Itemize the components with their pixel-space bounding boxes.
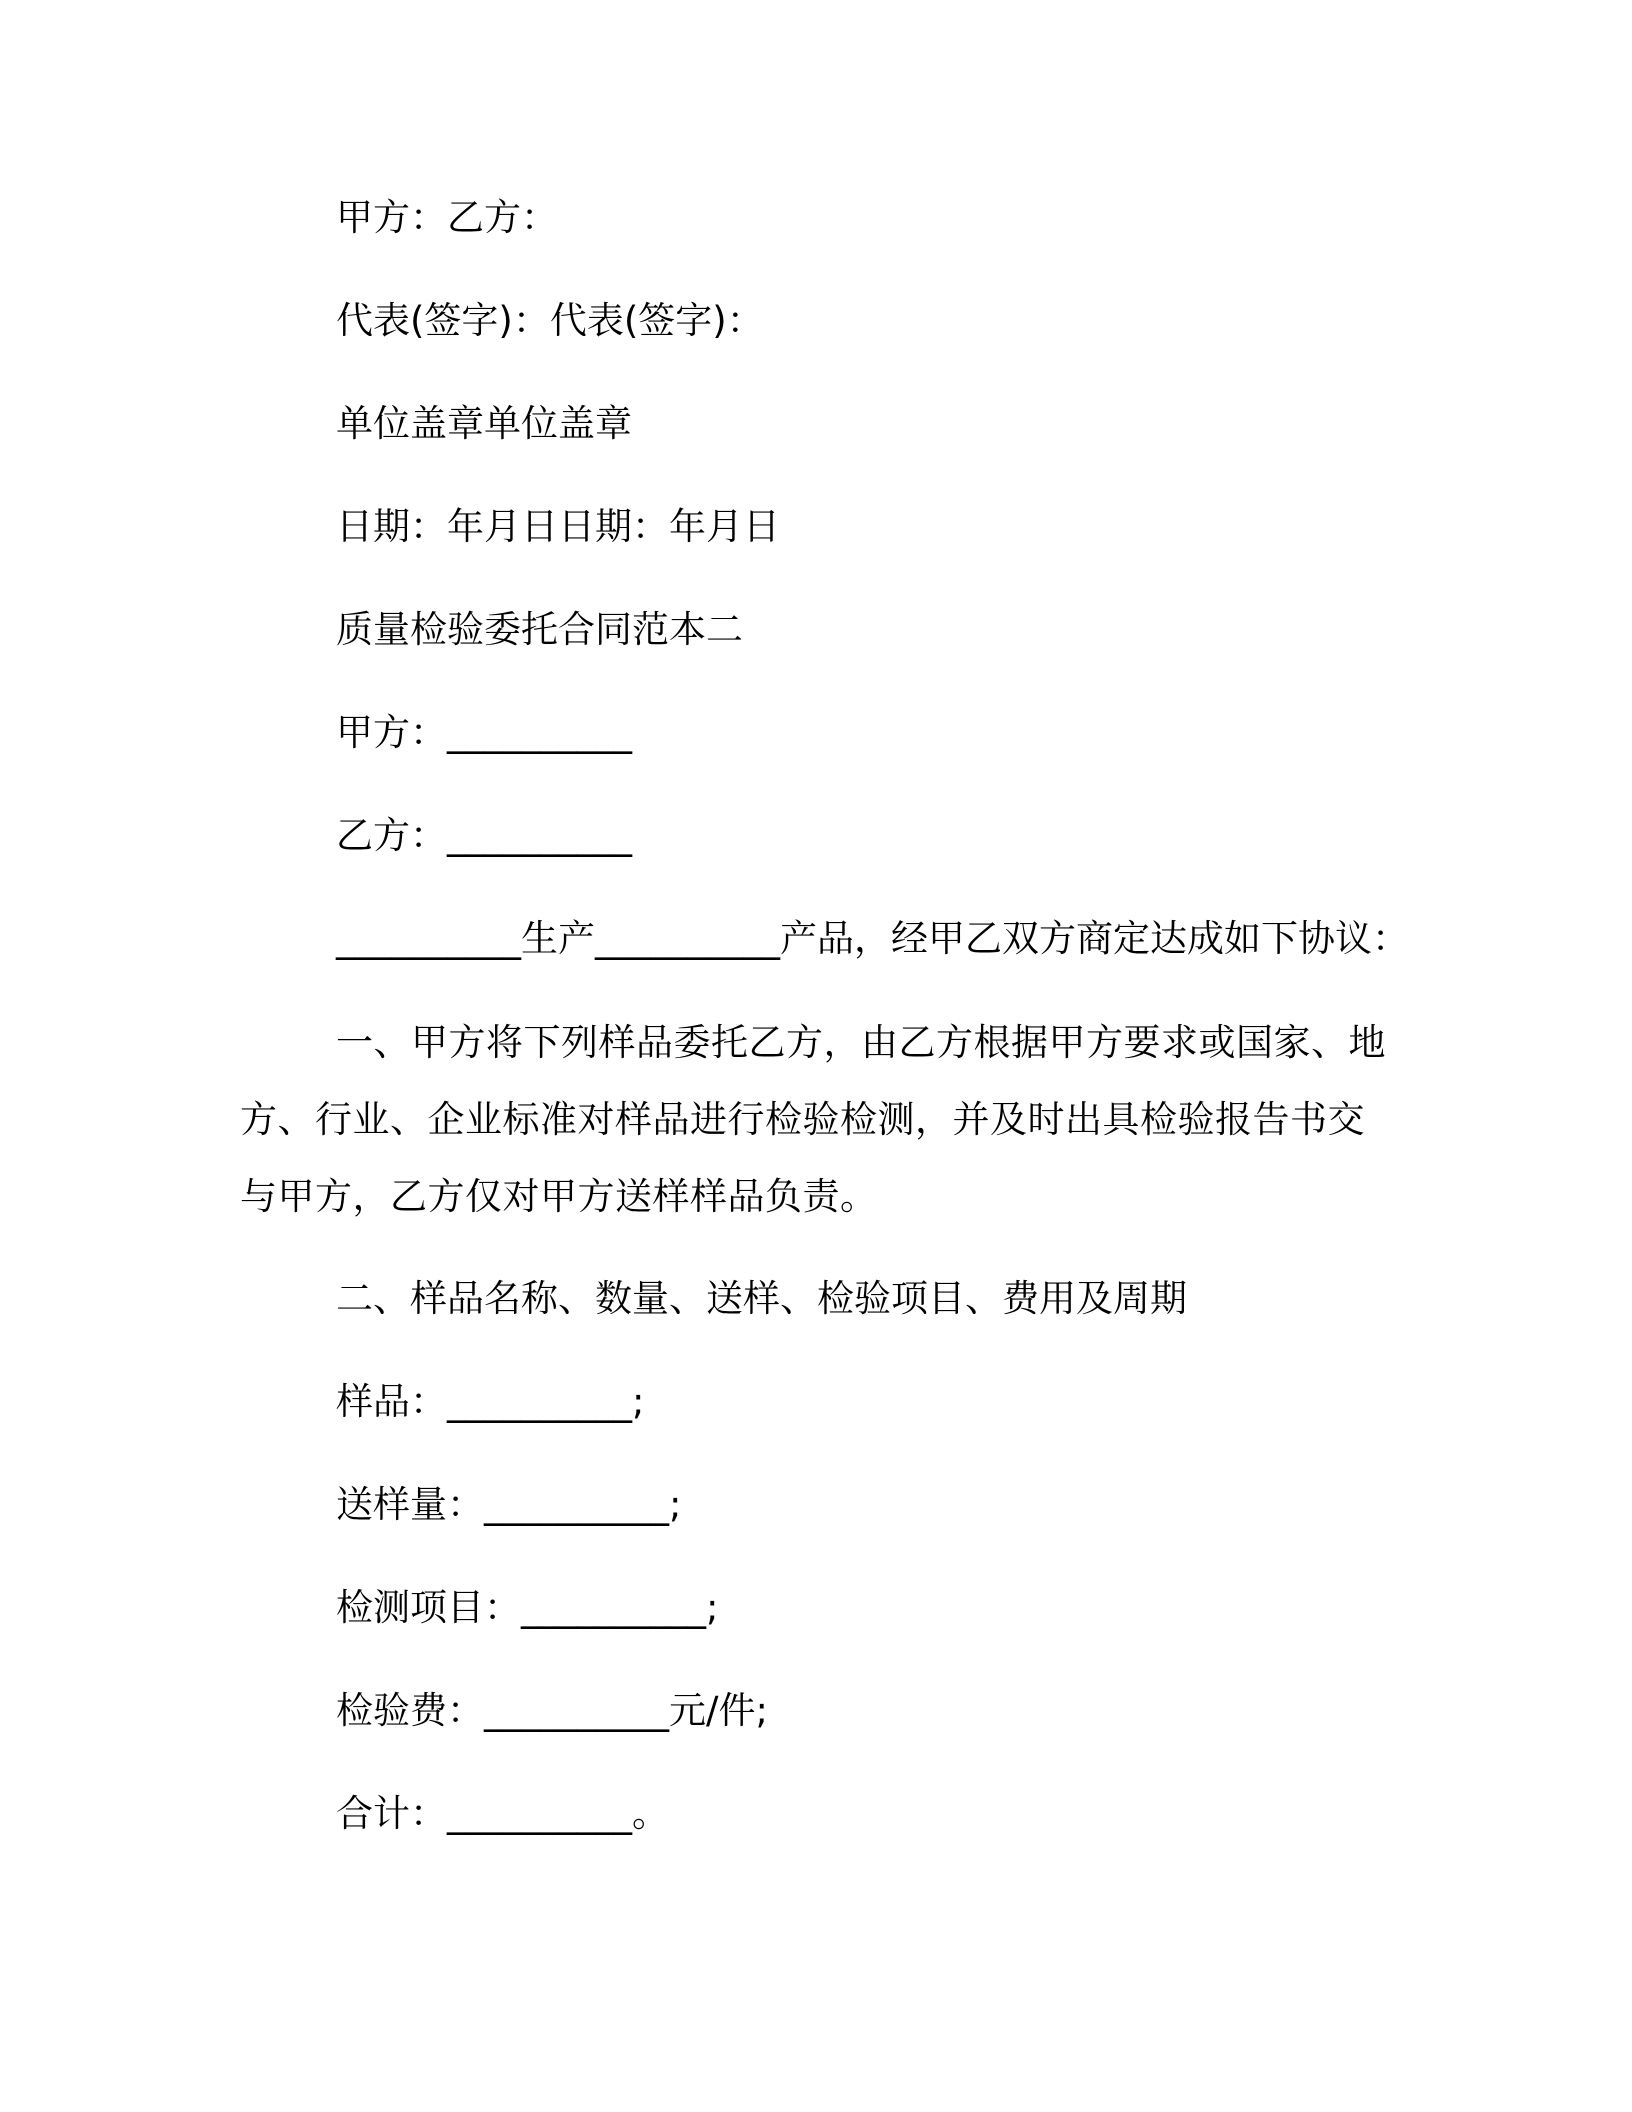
company-seal-line: 单位盖章单位盖章 <box>336 402 632 445</box>
party-b-line: 乙方：__________ <box>336 814 632 857</box>
field-inspection-fee: 检验费：__________元/件; <box>336 1689 768 1732</box>
clause-two: 二、样品名称、数量、送样、检验项目、费用及周期 <box>336 1277 1187 1320</box>
representative-signature-line: 代表(签字)：代表(签字)： <box>336 299 764 342</box>
date-line: 日期：年月日日期：年月日 <box>336 505 780 548</box>
field-total: 合计：__________。 <box>336 1792 669 1835</box>
agreement-intro: __________生产__________产品，经甲乙双方商定达成如下协议： <box>336 917 1409 960</box>
field-sample-quantity: 送样量：__________; <box>336 1483 682 1526</box>
field-test-items: 检测项目：__________; <box>336 1586 719 1629</box>
party-line: 甲方：乙方： <box>336 196 558 239</box>
clause-one: 一、甲方将下列样品委托乙方，由乙方根据甲方要求或国家、地方、行业、企业标准对样品进行检验检测，并及时出具检验报告书交与甲方，乙方仅对甲方送样样品负责。 <box>240 1021 1386 1218</box>
contract-title: 质量检验委托合同范本二 <box>336 608 743 651</box>
party-a-line: 甲方：__________ <box>336 711 632 754</box>
field-sample: 样品：__________; <box>336 1380 645 1423</box>
